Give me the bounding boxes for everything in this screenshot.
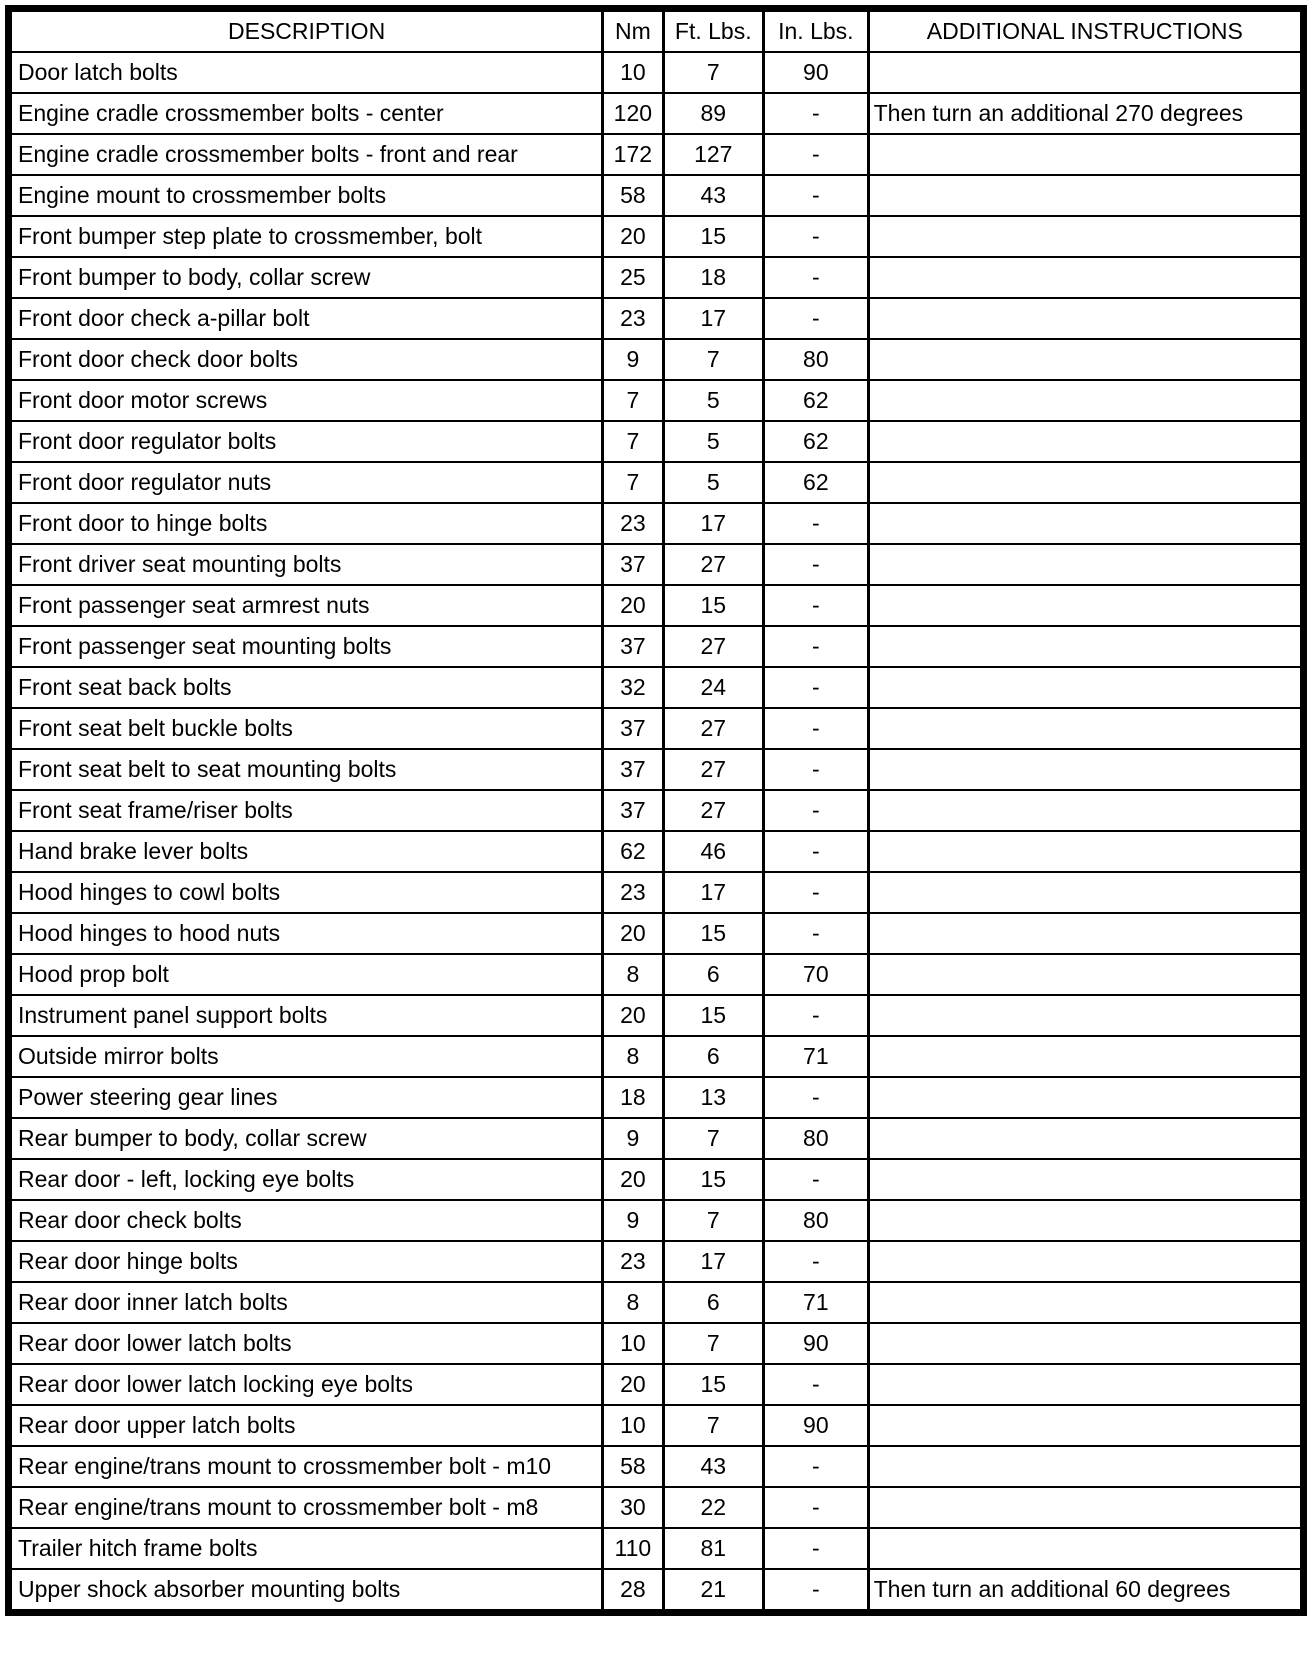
additional-instructions-cell bbox=[868, 790, 1303, 831]
in-lbs-value-cell: 70 bbox=[764, 954, 869, 995]
nm-value-cell: 120 bbox=[603, 93, 663, 134]
nm-value-cell: 20 bbox=[603, 1159, 663, 1200]
description-cell: Rear door upper latch bolts bbox=[9, 1405, 603, 1446]
in-lbs-value-cell: - bbox=[764, 585, 869, 626]
ft-lbs-value-cell: 7 bbox=[663, 1200, 764, 1241]
description-cell: Rear engine/trans mount to crossmember bolt - m10 bbox=[9, 1446, 603, 1487]
description-cell: Door latch bolts bbox=[9, 52, 603, 93]
in-lbs-value-cell: - bbox=[764, 1159, 869, 1200]
additional-instructions-cell bbox=[868, 749, 1303, 790]
description-cell: Upper shock absorber mounting bolts bbox=[9, 1569, 603, 1613]
in-lbs-value-cell: 62 bbox=[764, 421, 869, 462]
in-lbs-value-cell: - bbox=[764, 1528, 869, 1569]
ft-lbs-value-cell: 15 bbox=[663, 1159, 764, 1200]
table-row bbox=[9, 831, 1304, 872]
ft-lbs-value-cell: 5 bbox=[663, 421, 764, 462]
description-cell: Power steering gear lines bbox=[9, 1077, 603, 1118]
table-body bbox=[9, 52, 1304, 1613]
in-lbs-value-cell: - bbox=[764, 134, 869, 175]
in-lbs-value-cell: - bbox=[764, 544, 869, 585]
table-row bbox=[9, 421, 1304, 462]
table-row bbox=[9, 216, 1304, 257]
description-cell: Rear door inner latch bolts bbox=[9, 1282, 603, 1323]
description-cell: Rear door lower latch bolts bbox=[9, 1323, 603, 1364]
table-row bbox=[9, 954, 1304, 995]
table-row bbox=[9, 544, 1304, 585]
nm-value-cell: 7 bbox=[603, 462, 663, 503]
description-cell: Front door regulator bolts bbox=[9, 421, 603, 462]
table-row bbox=[9, 134, 1304, 175]
ft-lbs-value-cell: 27 bbox=[663, 544, 764, 585]
table-header bbox=[9, 9, 1304, 53]
additional-instructions-cell bbox=[868, 1364, 1303, 1405]
table-row bbox=[9, 872, 1304, 913]
ft-lbs-value-cell: 13 bbox=[663, 1077, 764, 1118]
ft-lbs-value-cell: 15 bbox=[663, 216, 764, 257]
ft-lbs-value-cell: 17 bbox=[663, 298, 764, 339]
description-cell: Engine cradle crossmember bolts - center bbox=[9, 93, 603, 134]
table-row bbox=[9, 913, 1304, 954]
description-cell: Trailer hitch frame bolts bbox=[9, 1528, 603, 1569]
ft-lbs-value-cell: 89 bbox=[663, 93, 764, 134]
description-cell: Front driver seat mounting bolts bbox=[9, 544, 603, 585]
additional-instructions-cell bbox=[868, 1446, 1303, 1487]
description-cell: Front bumper to body, collar screw bbox=[9, 257, 603, 298]
additional-instructions-cell bbox=[868, 913, 1303, 954]
additional-instructions-cell bbox=[868, 667, 1303, 708]
description-cell: Front door check a-pillar bolt bbox=[9, 298, 603, 339]
nm-value-cell: 110 bbox=[603, 1528, 663, 1569]
additional-instructions-cell bbox=[868, 1200, 1303, 1241]
table-row bbox=[9, 790, 1304, 831]
description-cell: Hood prop bolt bbox=[9, 954, 603, 995]
ft-lbs-value-cell: 15 bbox=[663, 585, 764, 626]
additional-instructions-cell bbox=[868, 1118, 1303, 1159]
nm-value-cell: 10 bbox=[603, 52, 663, 93]
in-lbs-value-cell: 62 bbox=[764, 462, 869, 503]
in-lbs-value-cell: - bbox=[764, 626, 869, 667]
ft-lbs-value-cell: 21 bbox=[663, 1569, 764, 1613]
ft-lbs-value-cell: 22 bbox=[663, 1487, 764, 1528]
ft-lbs-value-cell: 127 bbox=[663, 134, 764, 175]
table-row bbox=[9, 1569, 1304, 1613]
ft-lbs-value-cell: 15 bbox=[663, 913, 764, 954]
nm-value-cell: 37 bbox=[603, 708, 663, 749]
ft-lbs-value-cell: 6 bbox=[663, 1282, 764, 1323]
in-lbs-value-cell: - bbox=[764, 1077, 869, 1118]
nm-value-cell: 58 bbox=[603, 1446, 663, 1487]
in-lbs-value-cell: 80 bbox=[764, 1200, 869, 1241]
nm-value-cell: 9 bbox=[603, 339, 663, 380]
description-cell: Outside mirror bolts bbox=[9, 1036, 603, 1077]
table-row bbox=[9, 626, 1304, 667]
in-lbs-value-cell: - bbox=[764, 93, 869, 134]
ft-lbs-value-cell: 43 bbox=[663, 175, 764, 216]
in-lbs-value-cell: - bbox=[764, 1364, 869, 1405]
table-row bbox=[9, 380, 1304, 421]
ft-lbs-value-cell: 5 bbox=[663, 462, 764, 503]
table-row bbox=[9, 257, 1304, 298]
description-cell: Hand brake lever bolts bbox=[9, 831, 603, 872]
in-lbs-value-cell: - bbox=[764, 503, 869, 544]
nm-value-cell: 8 bbox=[603, 954, 663, 995]
description-cell: Front door motor screws bbox=[9, 380, 603, 421]
additional-instructions-cell bbox=[868, 1077, 1303, 1118]
additional-instructions-cell bbox=[868, 954, 1303, 995]
ft-lbs-value-cell: 7 bbox=[663, 52, 764, 93]
header-row bbox=[9, 9, 1304, 53]
additional-instructions-cell bbox=[868, 1323, 1303, 1364]
additional-instructions-cell bbox=[868, 1405, 1303, 1446]
nm-value-cell: 172 bbox=[603, 134, 663, 175]
table-row bbox=[9, 298, 1304, 339]
table-row bbox=[9, 1159, 1304, 1200]
in-lbs-value-cell: - bbox=[764, 790, 869, 831]
additional-instructions-cell bbox=[868, 52, 1303, 93]
in-lbs-value-cell: - bbox=[764, 708, 869, 749]
nm-value-cell: 7 bbox=[603, 380, 663, 421]
nm-value-cell: 20 bbox=[603, 1364, 663, 1405]
additional-instructions-cell bbox=[868, 708, 1303, 749]
additional-instructions-cell bbox=[868, 1036, 1303, 1077]
description-cell: Instrument panel support bolts bbox=[9, 995, 603, 1036]
description-cell: Front seat back bolts bbox=[9, 667, 603, 708]
additional-instructions-cell bbox=[868, 995, 1303, 1036]
ft-lbs-value-cell: 27 bbox=[663, 708, 764, 749]
in-lbs-value-cell: 80 bbox=[764, 1118, 869, 1159]
ft-lbs-value-cell: 18 bbox=[663, 257, 764, 298]
nm-value-cell: 9 bbox=[603, 1118, 663, 1159]
additional-instructions-cell: Then turn an additional 270 degrees bbox=[868, 93, 1303, 134]
additional-instructions-cell bbox=[868, 626, 1303, 667]
additional-instructions-cell bbox=[868, 1487, 1303, 1528]
additional-instructions-cell bbox=[868, 462, 1303, 503]
nm-value-cell: 20 bbox=[603, 216, 663, 257]
ft-lbs-value-cell: 7 bbox=[663, 1323, 764, 1364]
additional-instructions-cell bbox=[868, 1159, 1303, 1200]
description-cell: Front bumper step plate to crossmember, bolt bbox=[9, 216, 603, 257]
nm-value-cell: 20 bbox=[603, 585, 663, 626]
nm-value-cell: 37 bbox=[603, 626, 663, 667]
table-row bbox=[9, 1323, 1304, 1364]
nm-value-cell: 9 bbox=[603, 1200, 663, 1241]
ft-lbs-value-cell: 7 bbox=[663, 1405, 764, 1446]
table-row bbox=[9, 995, 1304, 1036]
description-cell: Engine mount to crossmember bolts bbox=[9, 175, 603, 216]
nm-value-cell: 18 bbox=[603, 1077, 663, 1118]
description-cell: Front seat frame/riser bolts bbox=[9, 790, 603, 831]
table-row bbox=[9, 1446, 1304, 1487]
ft-lbs-value-cell: 6 bbox=[663, 954, 764, 995]
description-cell: Front door to hinge bolts bbox=[9, 503, 603, 544]
nm-value-cell: 32 bbox=[603, 667, 663, 708]
in-lbs-value-cell: - bbox=[764, 831, 869, 872]
in-lbs-value-cell: 71 bbox=[764, 1282, 869, 1323]
additional-instructions-cell bbox=[868, 134, 1303, 175]
description-cell: Front passenger seat mounting bolts bbox=[9, 626, 603, 667]
description-cell: Front door check door bolts bbox=[9, 339, 603, 380]
in-lbs-value-cell: - bbox=[764, 257, 869, 298]
nm-value-cell: 23 bbox=[603, 1241, 663, 1282]
table-row bbox=[9, 1282, 1304, 1323]
table-row bbox=[9, 1118, 1304, 1159]
in-lbs-value-cell: 90 bbox=[764, 1405, 869, 1446]
table-row bbox=[9, 52, 1304, 93]
description-cell: Rear door hinge bolts bbox=[9, 1241, 603, 1282]
description-cell: Rear door - left, locking eye bolts bbox=[9, 1159, 603, 1200]
in-lbs-value-cell: - bbox=[764, 298, 869, 339]
description-cell: Engine cradle crossmember bolts - front and rear bbox=[9, 134, 603, 175]
nm-value-cell: 58 bbox=[603, 175, 663, 216]
table-row bbox=[9, 1364, 1304, 1405]
column-header-nm: Nm bbox=[603, 9, 663, 53]
table-row bbox=[9, 175, 1304, 216]
in-lbs-value-cell: - bbox=[764, 749, 869, 790]
nm-value-cell: 62 bbox=[603, 831, 663, 872]
additional-instructions-cell bbox=[868, 421, 1303, 462]
nm-value-cell: 23 bbox=[603, 872, 663, 913]
table-row bbox=[9, 667, 1304, 708]
ft-lbs-value-cell: 6 bbox=[663, 1036, 764, 1077]
ft-lbs-value-cell: 5 bbox=[663, 380, 764, 421]
nm-value-cell: 23 bbox=[603, 503, 663, 544]
ft-lbs-value-cell: 27 bbox=[663, 749, 764, 790]
description-cell: Hood hinges to hood nuts bbox=[9, 913, 603, 954]
ft-lbs-value-cell: 7 bbox=[663, 339, 764, 380]
additional-instructions-cell bbox=[868, 1241, 1303, 1282]
ft-lbs-value-cell: 15 bbox=[663, 995, 764, 1036]
in-lbs-value-cell: 71 bbox=[764, 1036, 869, 1077]
ft-lbs-value-cell: 27 bbox=[663, 790, 764, 831]
nm-value-cell: 20 bbox=[603, 913, 663, 954]
table-row bbox=[9, 1528, 1304, 1569]
description-cell: Rear engine/trans mount to crossmember bolt - m8 bbox=[9, 1487, 603, 1528]
in-lbs-value-cell: - bbox=[764, 995, 869, 1036]
ft-lbs-value-cell: 46 bbox=[663, 831, 764, 872]
additional-instructions-cell bbox=[868, 175, 1303, 216]
ft-lbs-value-cell: 17 bbox=[663, 1241, 764, 1282]
nm-value-cell: 37 bbox=[603, 544, 663, 585]
nm-value-cell: 10 bbox=[603, 1405, 663, 1446]
table-row bbox=[9, 503, 1304, 544]
table-row bbox=[9, 93, 1304, 134]
additional-instructions-cell bbox=[868, 831, 1303, 872]
table-row bbox=[9, 1200, 1304, 1241]
ft-lbs-value-cell: 17 bbox=[663, 503, 764, 544]
additional-instructions-cell bbox=[868, 298, 1303, 339]
nm-value-cell: 25 bbox=[603, 257, 663, 298]
additional-instructions-cell bbox=[868, 544, 1303, 585]
torque-spec-table bbox=[5, 5, 1307, 1616]
additional-instructions-cell: Then turn an additional 60 degrees bbox=[868, 1569, 1303, 1613]
in-lbs-value-cell: - bbox=[764, 1241, 869, 1282]
ft-lbs-value-cell: 27 bbox=[663, 626, 764, 667]
additional-instructions-cell bbox=[868, 585, 1303, 626]
column-header-in-lbs: In. Lbs. bbox=[764, 9, 869, 53]
nm-value-cell: 8 bbox=[603, 1036, 663, 1077]
nm-value-cell: 28 bbox=[603, 1569, 663, 1613]
description-cell: Front seat belt to seat mounting bolts bbox=[9, 749, 603, 790]
table-row bbox=[9, 339, 1304, 380]
ft-lbs-value-cell: 7 bbox=[663, 1118, 764, 1159]
description-cell: Front door regulator nuts bbox=[9, 462, 603, 503]
nm-value-cell: 37 bbox=[603, 749, 663, 790]
in-lbs-value-cell: - bbox=[764, 913, 869, 954]
nm-value-cell: 30 bbox=[603, 1487, 663, 1528]
in-lbs-value-cell: - bbox=[764, 1446, 869, 1487]
description-cell: Front passenger seat armrest nuts bbox=[9, 585, 603, 626]
column-header-description: DESCRIPTION bbox=[9, 9, 603, 53]
description-cell: Front seat belt buckle bolts bbox=[9, 708, 603, 749]
table-row bbox=[9, 708, 1304, 749]
table-row bbox=[9, 585, 1304, 626]
column-header-ft-lbs: Ft. Lbs. bbox=[663, 9, 764, 53]
nm-value-cell: 23 bbox=[603, 298, 663, 339]
ft-lbs-value-cell: 24 bbox=[663, 667, 764, 708]
additional-instructions-cell bbox=[868, 1282, 1303, 1323]
ft-lbs-value-cell: 15 bbox=[663, 1364, 764, 1405]
table-row bbox=[9, 462, 1304, 503]
nm-value-cell: 7 bbox=[603, 421, 663, 462]
additional-instructions-cell bbox=[868, 339, 1303, 380]
in-lbs-value-cell: - bbox=[764, 872, 869, 913]
additional-instructions-cell bbox=[868, 1528, 1303, 1569]
description-cell: Rear bumper to body, collar screw bbox=[9, 1118, 603, 1159]
description-cell: Rear door check bolts bbox=[9, 1200, 603, 1241]
nm-value-cell: 37 bbox=[603, 790, 663, 831]
ft-lbs-value-cell: 43 bbox=[663, 1446, 764, 1487]
nm-value-cell: 10 bbox=[603, 1323, 663, 1364]
table-row bbox=[9, 1405, 1304, 1446]
in-lbs-value-cell: 90 bbox=[764, 52, 869, 93]
additional-instructions-cell bbox=[868, 872, 1303, 913]
in-lbs-value-cell: - bbox=[764, 667, 869, 708]
description-cell: Hood hinges to cowl bolts bbox=[9, 872, 603, 913]
in-lbs-value-cell: - bbox=[764, 1487, 869, 1528]
nm-value-cell: 20 bbox=[603, 995, 663, 1036]
in-lbs-value-cell: - bbox=[764, 216, 869, 257]
additional-instructions-cell bbox=[868, 216, 1303, 257]
in-lbs-value-cell: 62 bbox=[764, 380, 869, 421]
additional-instructions-cell bbox=[868, 257, 1303, 298]
table-row bbox=[9, 1036, 1304, 1077]
in-lbs-value-cell: - bbox=[764, 175, 869, 216]
table-row bbox=[9, 749, 1304, 790]
ft-lbs-value-cell: 81 bbox=[663, 1528, 764, 1569]
table-row bbox=[9, 1077, 1304, 1118]
nm-value-cell: 8 bbox=[603, 1282, 663, 1323]
additional-instructions-cell bbox=[868, 380, 1303, 421]
column-header-additional-instructions: ADDITIONAL INSTRUCTIONS bbox=[868, 9, 1303, 53]
table-row bbox=[9, 1487, 1304, 1528]
additional-instructions-cell bbox=[868, 503, 1303, 544]
ft-lbs-value-cell: 17 bbox=[663, 872, 764, 913]
in-lbs-value-cell: 90 bbox=[764, 1323, 869, 1364]
table-row bbox=[9, 1241, 1304, 1282]
description-cell: Rear door lower latch locking eye bolts bbox=[9, 1364, 603, 1405]
in-lbs-value-cell: 80 bbox=[764, 339, 869, 380]
in-lbs-value-cell: - bbox=[764, 1569, 869, 1613]
